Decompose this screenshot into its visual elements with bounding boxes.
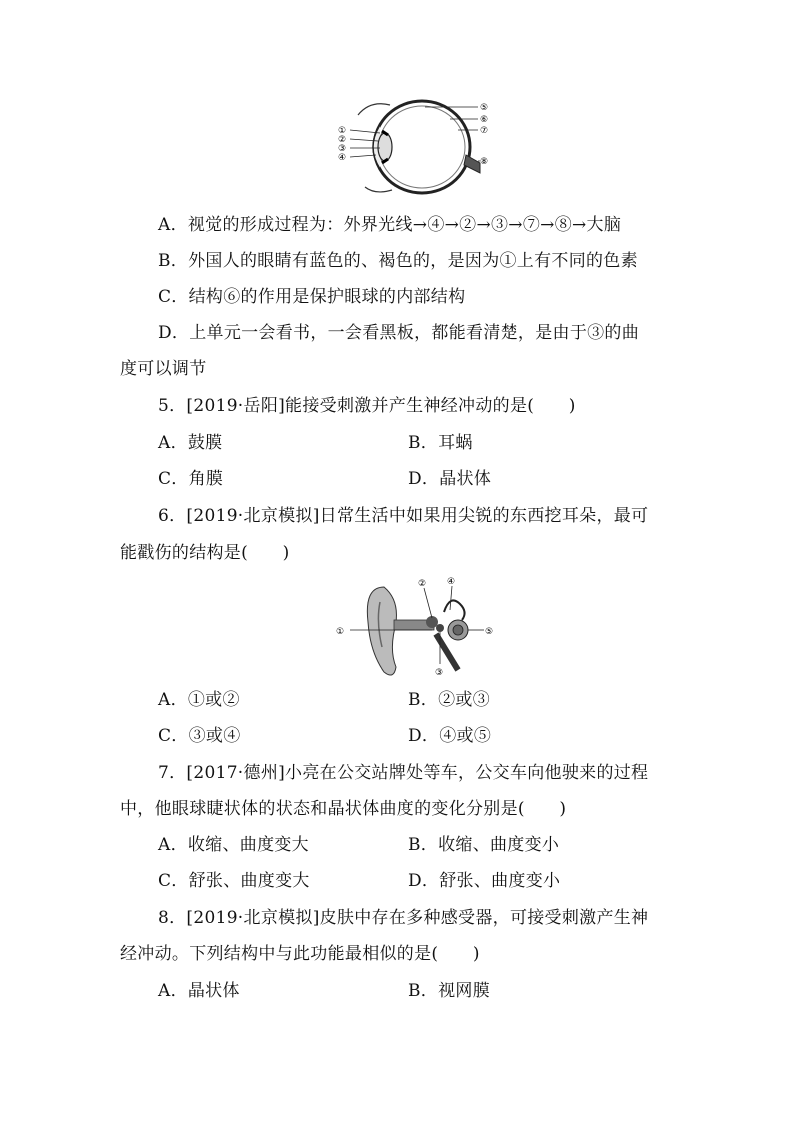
eye-label-5: ⑤ bbox=[480, 103, 489, 113]
q7-option-b: B．收缩、曲度变小 bbox=[408, 835, 560, 855]
q6-option-d: D．④或⑤ bbox=[408, 726, 492, 746]
q4-option-c: C．结构⑥的作用是保护眼球的内部结构 bbox=[158, 287, 466, 307]
eye-diagram bbox=[330, 95, 500, 200]
ear-label-4: ④ bbox=[447, 577, 456, 587]
q8-option-a: A．晶状体 bbox=[158, 981, 240, 1001]
q8-stem: 8．[2019·北京模拟]皮肤中存在多种感受器，可接受刺激产生神 bbox=[158, 908, 649, 928]
eye-label-8: ⑧ bbox=[480, 157, 489, 167]
q4-option-d: D．上单元一会看书，一会看黑板，都能看清楚，是由于③的曲 bbox=[158, 323, 640, 343]
eye-label-1: ① bbox=[338, 126, 347, 136]
q8-option-b: B．视网膜 bbox=[408, 981, 490, 1001]
q6-stem: 6．[2019·北京模拟]日常生活中如果用尖锐的东西挖耳朵，最可 bbox=[158, 506, 649, 526]
eye-label-3: ③ bbox=[338, 144, 347, 154]
q7-option-c: C．舒张、曲度变大 bbox=[158, 871, 310, 891]
eye-label-7: ⑦ bbox=[480, 126, 489, 136]
q7-option-d: D．舒张、曲度变小 bbox=[408, 871, 561, 891]
ear-label-2: ② bbox=[418, 579, 427, 589]
ear-label-5: ⑤ bbox=[485, 627, 494, 637]
q5-option-d: D．晶状体 bbox=[408, 469, 492, 489]
q5-option-a: A．鼓膜 bbox=[158, 433, 223, 453]
q6-stem-cont: 能戳伤的结构是( ) bbox=[120, 543, 290, 563]
q4-option-a: A．视觉的形成过程为：外界光线→④→②→③→⑦→⑧→大脑 bbox=[158, 215, 622, 235]
q4-option-b: B．外国人的眼睛有蓝色的、褐色的，是因为①上有不同的色素 bbox=[158, 251, 638, 271]
eye-label-4: ④ bbox=[338, 153, 347, 163]
q5-option-b: B．耳蜗 bbox=[408, 433, 473, 453]
ear-label-1: ① bbox=[336, 627, 345, 637]
q5-option-c: C．角膜 bbox=[158, 469, 224, 489]
q6-option-a: A．①或② bbox=[158, 690, 240, 710]
q5-stem: 5．[2019·岳阳]能接受刺激并产生神经冲动的是( ) bbox=[158, 396, 576, 416]
eye-label-2: ② bbox=[338, 135, 347, 145]
eye-label-6: ⑥ bbox=[480, 115, 489, 125]
ear-diagram bbox=[332, 572, 502, 682]
q7-stem-cont: 中，他眼球睫状体的状态和晶状体曲度的变化分别是( ) bbox=[120, 799, 567, 819]
q7-option-a: A．收缩、曲度变大 bbox=[158, 835, 309, 855]
q8-stem-cont: 经冲动。下列结构中与此功能最相似的是( ) bbox=[120, 944, 480, 964]
ear-label-3: ③ bbox=[435, 668, 444, 678]
q6-option-b: B．②或③ bbox=[408, 690, 490, 710]
q4-option-d-cont: 度可以调节 bbox=[120, 359, 207, 379]
q7-stem: 7．[2017·德州]小亮在公交站牌处等车，公交车向他驶来的过程 bbox=[158, 763, 649, 783]
q6-option-c: C．③或④ bbox=[158, 726, 241, 746]
